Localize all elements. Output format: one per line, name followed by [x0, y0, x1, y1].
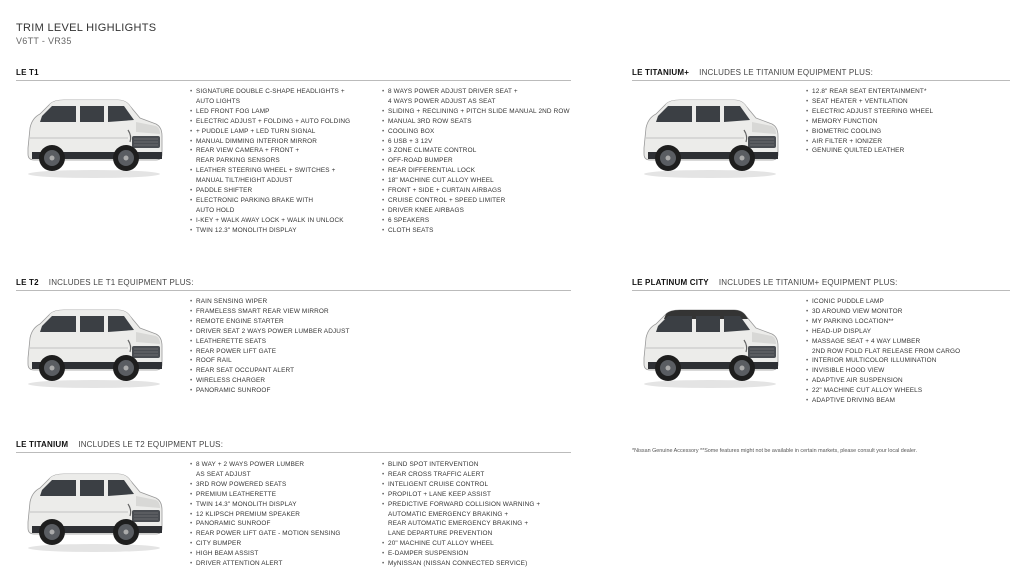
feature-item: • DRIVER SEAT 2 WAYS POWER LUMBER ADJUST — [190, 327, 350, 337]
feature-item: • ELECTRONIC PARKING BRAKE WITH — [190, 196, 350, 206]
feature-item: 2ND ROW FOLD FLAT RELEASE FROM CARGO — [812, 347, 961, 355]
trim-name: LE T2 — [16, 278, 39, 287]
feature-item: • 6 USB + 3 12V — [382, 137, 570, 147]
feature-item: • INTELIGENT CRUISE CONTROL — [382, 480, 540, 490]
feature-item: • MY PARKING LOCATION** — [806, 317, 960, 327]
car-image-le-titanium-plus — [636, 92, 784, 180]
feature-item: • MEMORY FUNCTION — [806, 117, 933, 127]
suv-illustration — [636, 92, 784, 180]
page-subtitle: V6TT - VR35 — [16, 36, 72, 46]
section-header — [16, 68, 571, 81]
feature-item: • E-DAMPER SUSPENSION — [382, 549, 540, 559]
section-header — [632, 68, 1010, 81]
feature-item: • PANORAMIC SUNROOF — [190, 386, 350, 396]
trim-name: LE TITANIUM — [16, 440, 69, 449]
footnote: *Nissan Genuine Accessory **Some features might not be available in certain markets, please consult your local dealer. — [632, 448, 917, 454]
feature-item: • CLOTH SEATS — [382, 226, 570, 236]
feature-item: • TWIN 14.3" MONOLITH DISPLAY — [190, 500, 341, 510]
feature-item: • 8 WAY + 2 WAYS POWER LUMBER — [190, 460, 341, 470]
feature-item: • FRONT + SIDE + CURTAIN AIRBAGS — [382, 186, 570, 196]
feature-item: • BLIND SPOT INTERVENTION — [382, 460, 540, 470]
feature-item: • REAR DIFFERENTIAL LOCK — [382, 166, 570, 176]
feature-item: • 8 WAYS POWER ADJUST DRIVER SEAT + — [382, 87, 570, 97]
feature-item: • SEAT HEATER + VENTILATION — [806, 97, 933, 107]
section-header — [16, 440, 571, 453]
suv-illustration — [636, 302, 784, 390]
feature-item: • FRAMELESS SMART REAR VIEW MIRROR — [190, 307, 350, 317]
page-title: TRIM LEVEL HIGHLIGHTS — [16, 22, 157, 34]
feature-item: • COOLING BOX — [382, 127, 570, 137]
feature-item: • CRUISE CONTROL + SPEED LIMITER — [382, 196, 570, 206]
feature-item: • 3RD ROW POWERED SEATS — [190, 480, 341, 490]
includes-label: INCLUDES LE T1 EQUIPMENT PLUS: — [48, 278, 194, 287]
suv-illustration — [20, 302, 168, 390]
car-image-le-titanium — [20, 466, 168, 554]
feature-item: • ADAPTIVE DRIVING BEAM — [806, 396, 960, 406]
feature-list-le-t1-col1 — [190, 87, 350, 236]
feature-item: • AIR FILTER + IONIZER — [806, 137, 933, 147]
includes-label: INCLUDES LE TITANIUM EQUIPMENT PLUS: — [699, 68, 874, 77]
section-header — [16, 278, 571, 291]
feature-item: • WIRELESS CHARGER — [190, 376, 350, 386]
includes-label: INCLUDES LE TITANIUM+ EQUIPMENT PLUS: — [718, 278, 898, 287]
trim-name: LE PLATINUM CITY — [632, 278, 709, 287]
feature-list-le-t2 — [190, 297, 350, 396]
feature-item: • MANUAL DIMMING INTERIOR MIRROR — [190, 137, 350, 147]
feature-item: • REAR SEAT OCCUPANT ALERT — [190, 366, 350, 376]
feature-item: • LEATHER STEERING WHEEL + SWITCHES + — [190, 166, 350, 176]
feature-item: • ELECTRIC ADJUST + FOLDING + AUTO FOLDING — [190, 117, 350, 127]
feature-item: • REAR VIEW CAMERA + FRONT + — [190, 146, 350, 156]
feature-item: • MANUAL 3RD ROW SEATS — [382, 117, 570, 127]
trim-name: LE T1 — [16, 68, 39, 77]
feature-item: • LED FRONT FOG LAMP — [190, 107, 350, 117]
feature-item: • ADAPTIVE AIR SUSPENSION — [806, 376, 960, 386]
feature-item: • RAIN SENSING WIPER — [190, 297, 350, 307]
feature-item: • HEAD-UP DISPLAY — [806, 327, 960, 337]
feature-item: • CITY BUMPER — [190, 539, 341, 549]
feature-item: • REAR POWER LIFT GATE - MOTION SENSING — [190, 529, 341, 539]
car-image-le-t2 — [20, 302, 168, 390]
feature-list-le-titanium-plus — [806, 87, 933, 156]
feature-item: • TWIN 12.3" MONOLITH DISPLAY — [190, 226, 350, 236]
feature-item: AUTOMATIC EMERGENCY BRAKING + — [388, 510, 509, 518]
feature-item: LANE DEPARTURE PREVENTION — [388, 530, 493, 538]
feature-item: REAR PARKING SENSORS — [196, 157, 280, 165]
feature-item: MANUAL TILT/HEIGHT ADJUST — [196, 177, 293, 185]
section-header — [632, 278, 1010, 291]
feature-item: • 22" MACHINE CUT ALLOY WHEELS — [806, 386, 960, 396]
feature-item: 4 WAYS POWER ADJUST AS SEAT — [388, 97, 496, 105]
feature-item: • PREMIUM LEATHERETTE — [190, 490, 341, 500]
feature-item: • 20" MACHINE CUT ALLOY WHEEL — [382, 539, 540, 549]
feature-item: • MyNISSAN (NISSAN CONNECTED SERVICE) — [382, 559, 540, 569]
feature-item: • REMOTE ENGINE STARTER — [190, 317, 350, 327]
feature-item: • INVISIBLE HOOD VIEW — [806, 366, 960, 376]
feature-item: • 12.8" REAR SEAT ENTERTAINMENT* — [806, 87, 933, 97]
feature-item: • ICONIC PUDDLE LAMP — [806, 297, 960, 307]
car-image-le-t1 — [20, 92, 168, 180]
feature-item: • LEATHERETTE SEATS — [190, 337, 350, 347]
feature-list-le-platinum-city — [806, 297, 960, 406]
feature-item: • MASSAGE SEAT + 4 WAY LUMBER — [806, 337, 960, 347]
feature-item: • I-KEY + WALK AWAY LOCK + WALK IN UNLOCK — [190, 216, 350, 226]
page-header — [16, 22, 156, 46]
feature-item: • PADDLE SHIFTER — [190, 186, 350, 196]
feature-item: • 3 ZONE CLIMATE CONTROL — [382, 146, 570, 156]
suv-illustration — [20, 92, 168, 180]
feature-item: • 3D AROUND VIEW MONITOR — [806, 307, 960, 317]
feature-item: AUTO LIGHTS — [196, 97, 241, 105]
feature-item: • OFF-ROAD BUMPER — [382, 156, 570, 166]
feature-item: • SIGNATURE DOUBLE C-SHAPE HEADLIGHTS + — [190, 87, 350, 97]
feature-item: • + PUDDLE LAMP + LED TURN SIGNAL — [190, 127, 350, 137]
feature-item: • GENUINE QUILTED LEATHER — [806, 146, 933, 156]
suv-illustration — [20, 466, 168, 554]
feature-list-le-titanium-col2 — [382, 460, 540, 569]
feature-list-le-t1-col2 — [382, 87, 570, 236]
trim-name: LE TITANIUM+ — [632, 68, 690, 77]
feature-item: • PREDICTIVE FORWARD COLLISION WARNING + — [382, 500, 540, 510]
car-image-le-platinum-city — [636, 302, 784, 390]
feature-item: AUTO HOLD — [196, 206, 235, 214]
feature-item: • 12 KLIPSCH PREMIUM SPEAKER — [190, 510, 341, 520]
feature-item: • ROOF RAIL — [190, 356, 350, 366]
feature-item: • SLIDING + RECLINING + PITCH SLIDE MANUAL 2ND ROW — [382, 107, 570, 117]
feature-item: • INTERIOR MULTICOLOR ILLUMINATION — [806, 356, 960, 366]
feature-item: • HIGH BEAM ASSIST — [190, 549, 341, 559]
feature-item: • REAR POWER LIFT GATE — [190, 347, 350, 357]
feature-item: • REAR CROSS TRAFFIC ALERT — [382, 470, 540, 480]
feature-item: AS SEAT ADJUST — [196, 470, 251, 478]
feature-list-le-titanium-col1 — [190, 460, 341, 569]
feature-item: • PROPILOT + LANE KEEP ASSIST — [382, 490, 540, 500]
includes-label: INCLUDES LE T2 EQUIPMENT PLUS: — [78, 440, 224, 449]
feature-item: • 6 SPEAKERS — [382, 216, 570, 226]
feature-item: REAR AUTOMATIC EMERGENCY BRAKING + — [388, 520, 529, 528]
feature-item: • 18" MACHINE CUT ALLOY WHEEL — [382, 176, 570, 186]
feature-item: • PANORAMIC SUNROOF — [190, 519, 341, 529]
feature-item: • DRIVER ATTENTION ALERT — [190, 559, 341, 569]
feature-item: • BIOMETRIC COOLING — [806, 127, 933, 137]
feature-item: • DRIVER KNEE AIRBAGS — [382, 206, 570, 216]
feature-item: • ELECTRIC ADJUST STEERING WHEEL — [806, 107, 933, 117]
